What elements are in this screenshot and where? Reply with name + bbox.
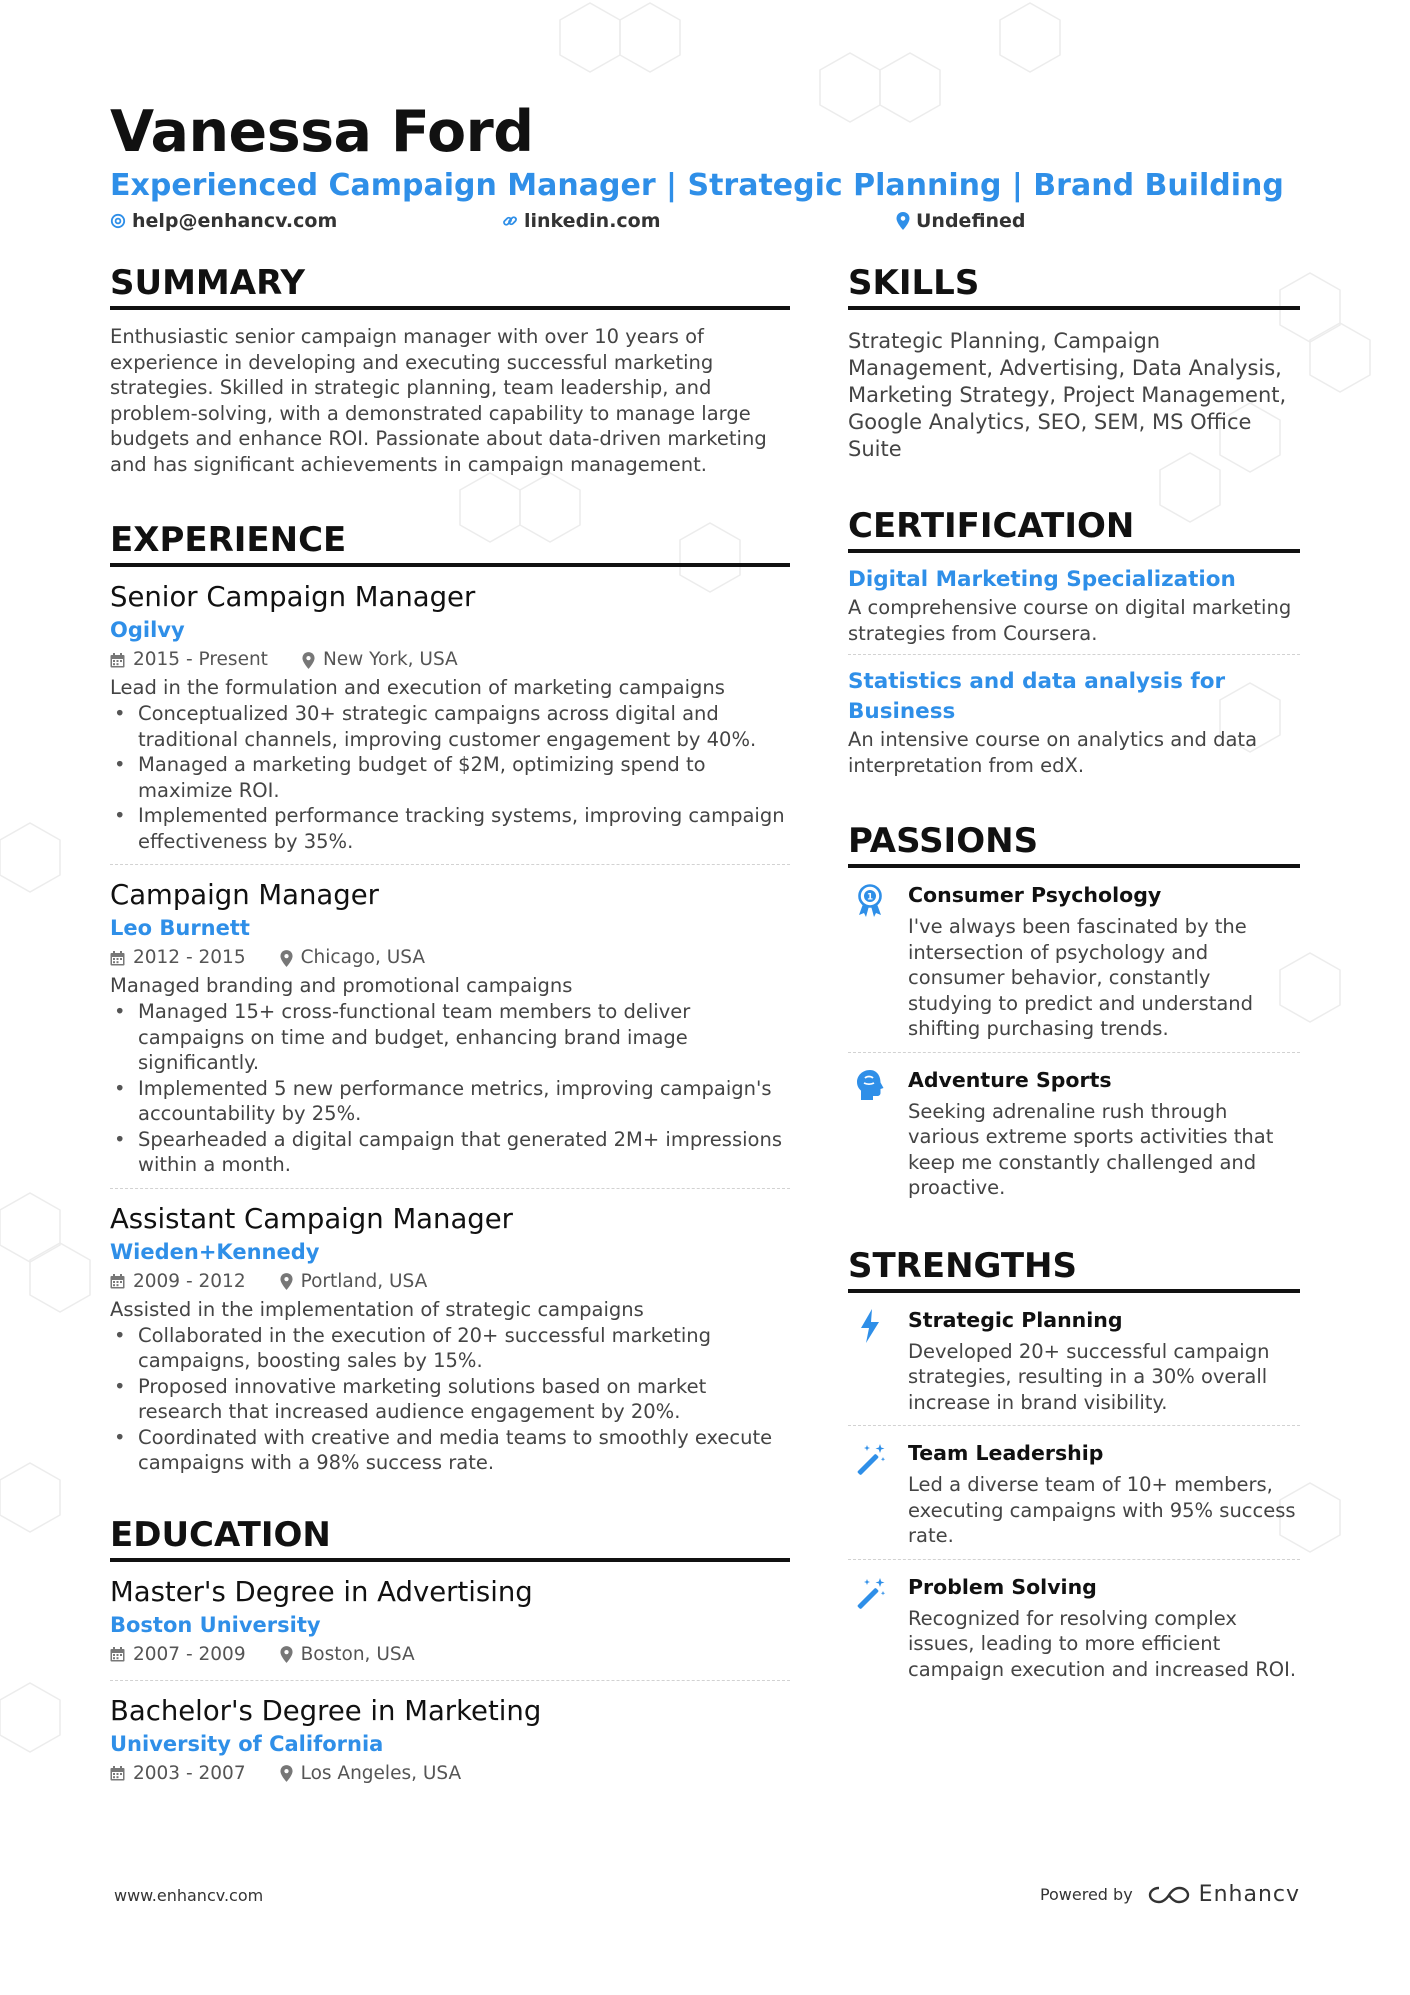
enhancv-infinity-icon [1147, 1884, 1191, 1906]
candidate-headline: Experienced Campaign Manager | Strategic Planning | Brand Building [110, 168, 1284, 203]
strength-entry [848, 1305, 1300, 1427]
map-pin-icon [302, 652, 315, 669]
link-icon [502, 213, 518, 229]
experience-entry [110, 579, 790, 865]
job-location: Chicago, USA [300, 947, 426, 968]
school-name: Boston University [110, 1612, 321, 1637]
map-pin-icon [896, 212, 910, 230]
certification-section [848, 505, 1300, 786]
achievement-item: • Implemented performance tracking systems, improving campaign effectiveness by 35%. [110, 803, 790, 854]
job-meta [110, 1267, 790, 1297]
powered-by-label: Powered by [1039, 1885, 1133, 1904]
magic-wand-icon [848, 1572, 892, 1683]
candidate-name: Vanessa Ford [110, 99, 534, 165]
skills-list: Strategic Planning, Campaign Management, Advertising, Data Analysis, Marketing Strategy, Project Management, Google Analytics, SEO, SEM, MS Office Suite [848, 329, 1287, 461]
lightning-bolt-icon [848, 1305, 892, 1416]
email-text: help@enhancv.com [132, 210, 338, 232]
email-contact[interactable] [110, 210, 337, 232]
award-ribbon-icon [848, 880, 892, 1042]
linkedin-text: linkedin.com [524, 210, 661, 232]
company-name: Leo Burnett [110, 916, 250, 940]
achievement-item: • Managed 15+ cross-functional team members to deliver campaigns on time and budget, enhancing brand image significantly. [110, 999, 790, 1076]
passion-title: Adventure Sports [908, 1067, 1112, 1092]
location-text: Undefined [916, 210, 1026, 232]
left-column [110, 262, 790, 1811]
contact-bar [110, 210, 1300, 240]
map-pin-icon [280, 1765, 293, 1782]
education-location: Boston, USA [300, 1643, 415, 1665]
certification-entry [848, 565, 1300, 655]
svg-text:1: 1 [866, 892, 874, 903]
job-dates: 2015 - Present [133, 649, 268, 670]
certification-title: Digital Marketing Specialization [848, 567, 1236, 592]
company-name: Wieden+Kennedy [110, 1239, 320, 1264]
job-title: Senior Campaign Manager [110, 581, 476, 613]
job-meta [110, 943, 790, 973]
job-meta [110, 645, 790, 675]
magic-wand-icon [848, 1438, 892, 1549]
experience-entry [110, 1201, 790, 1486]
at-sign-icon [110, 213, 126, 229]
job-dates: 2009 - 2012 [133, 1270, 246, 1292]
strength-title: Team Leadership [908, 1441, 1104, 1465]
footer-website-link[interactable]: www.enhancv.com [114, 1886, 264, 1905]
company-name: Ogilvy [110, 618, 185, 642]
job-achievements [110, 999, 790, 1178]
passion-entry [848, 1065, 1300, 1211]
right-column [848, 262, 1300, 1704]
degree-title: Master's Degree in Advertising [110, 1575, 533, 1608]
education-dates: 2003 - 2007 [133, 1762, 246, 1784]
experience-heading: EXPERIENCE [110, 519, 790, 567]
achievement-item: • Spearheaded a digital campaign that generated 2M+ impressions within a month. [110, 1127, 790, 1178]
enhancv-logo [1147, 1882, 1300, 1907]
passion-description: Seeking adrenaline rush through various extreme sports activities that keep me constantly challenged and proactive. [908, 1099, 1274, 1199]
education-dates: 2007 - 2009 [133, 1643, 246, 1665]
education-entry [110, 1574, 790, 1681]
experience-entry [110, 877, 790, 1189]
strengths-section [848, 1245, 1300, 1693]
map-pin-icon [280, 950, 293, 967]
certification-entry [848, 667, 1300, 786]
head-brain-icon [848, 1065, 892, 1201]
achievement-item: • Coordinated with creative and media teams to smoothly execute campaigns with a 98% success rate. [110, 1425, 790, 1476]
strength-entry [848, 1572, 1300, 1693]
job-achievements [110, 1323, 790, 1476]
strength-description: Led a diverse team of 10+ members, executing campaigns with 95% success rate. [908, 1473, 1296, 1547]
achievement-item: • Implemented 5 new performance metrics, improving campaign's accountability by 25%. [110, 1076, 790, 1127]
job-location: New York, USA [322, 649, 458, 670]
calendar-icon [110, 653, 125, 668]
skills-heading: SKILLS [848, 262, 1300, 310]
achievement-item: • Managed a marketing budget of $2M, optimizing spend to maximize ROI. [110, 752, 790, 803]
strength-description: Recognized for resolving complex issues, leading to more efficient campaign execution and increased ROI. [908, 1606, 1297, 1681]
calendar-icon [110, 951, 125, 966]
certification-heading: CERTIFICATION [848, 505, 1300, 553]
strength-entry [848, 1438, 1300, 1560]
strength-title: Problem Solving [908, 1574, 1097, 1599]
education-heading: EDUCATION [110, 1514, 790, 1562]
job-title: Campaign Manager [110, 879, 379, 911]
achievement-item: • Conceptualized 30+ strategic campaigns across digital and traditional channels, improving customer engagement by 40%. [110, 701, 790, 752]
experience-section [110, 519, 790, 1486]
resume-header [110, 98, 1300, 240]
location-contact [896, 210, 1026, 232]
map-pin-icon [280, 1273, 293, 1290]
enhancv-wordmark: Enhancv [1198, 1882, 1300, 1907]
strengths-heading: STRENGTHS [848, 1245, 1300, 1293]
education-meta [110, 1759, 790, 1789]
job-dates: 2012 - 2015 [133, 947, 246, 968]
job-description: Lead in the formulation and execution of marketing campaigns [110, 676, 725, 699]
skills-section [848, 262, 1300, 463]
job-description: Assisted in the implementation of strategic campaigns [110, 1297, 644, 1321]
achievement-item: • Collaborated in the execution of 20+ successful marketing campaigns, boosting sales by 15%. [110, 1323, 790, 1374]
job-location: Portland, USA [300, 1270, 428, 1292]
education-section [110, 1514, 790, 1799]
summary-heading: SUMMARY [110, 262, 790, 310]
education-meta [110, 1640, 790, 1670]
school-name: University of California [110, 1731, 384, 1756]
job-title: Assistant Campaign Manager [110, 1202, 513, 1235]
passion-entry [848, 880, 1300, 1053]
calendar-icon [110, 1647, 125, 1662]
summary-text: Enthusiastic senior campaign manager with over 10 years of experience in developing and executing successful marketing strategies. Skilled in strategic planning, team leadership, and problem-solving, with a demonstrated capability to manage large budgets and enhance ROI. Passionate about data-driven marketing and has significant achievements in campaign management. [110, 325, 767, 476]
passions-section [848, 820, 1300, 1211]
passion-title: Consumer Psychology [908, 883, 1162, 907]
job-description: Managed branding and promotional campaigns [110, 974, 573, 997]
map-pin-icon [280, 1646, 293, 1663]
page-footer [114, 1882, 1300, 1912]
strength-description: Developed 20+ successful campaign strategies, resulting in a 30% overall increase in brand visibility. [908, 1339, 1270, 1414]
passions-heading: PASSIONS [848, 820, 1300, 868]
strength-title: Strategic Planning [908, 1307, 1123, 1332]
summary-section [110, 262, 790, 477]
education-location: Los Angeles, USA [300, 1762, 462, 1784]
certification-description: An intensive course on analytics and data interpretation from edX. [848, 728, 1258, 777]
linkedin-contact[interactable] [502, 210, 661, 232]
calendar-icon [110, 1274, 125, 1289]
certification-description: A comprehensive course on digital marketing strategies from Coursera. [848, 596, 1292, 645]
calendar-icon [110, 1766, 125, 1781]
passion-description: I've always been fascinated by the intersection of psychology and consumer behavior, constantly studying to predict and understand shifting purchasing trends. [908, 915, 1254, 1040]
achievement-item: • Proposed innovative marketing solutions based on market research that increased audience engagement by 20%. [110, 1374, 790, 1425]
certification-title: Statistics and data analysis for Business [848, 669, 1226, 724]
powered-by[interactable] [1040, 1882, 1300, 1907]
degree-title: Bachelor's Degree in Marketing [110, 1694, 542, 1727]
job-achievements [110, 701, 790, 854]
education-entry [110, 1693, 790, 1799]
